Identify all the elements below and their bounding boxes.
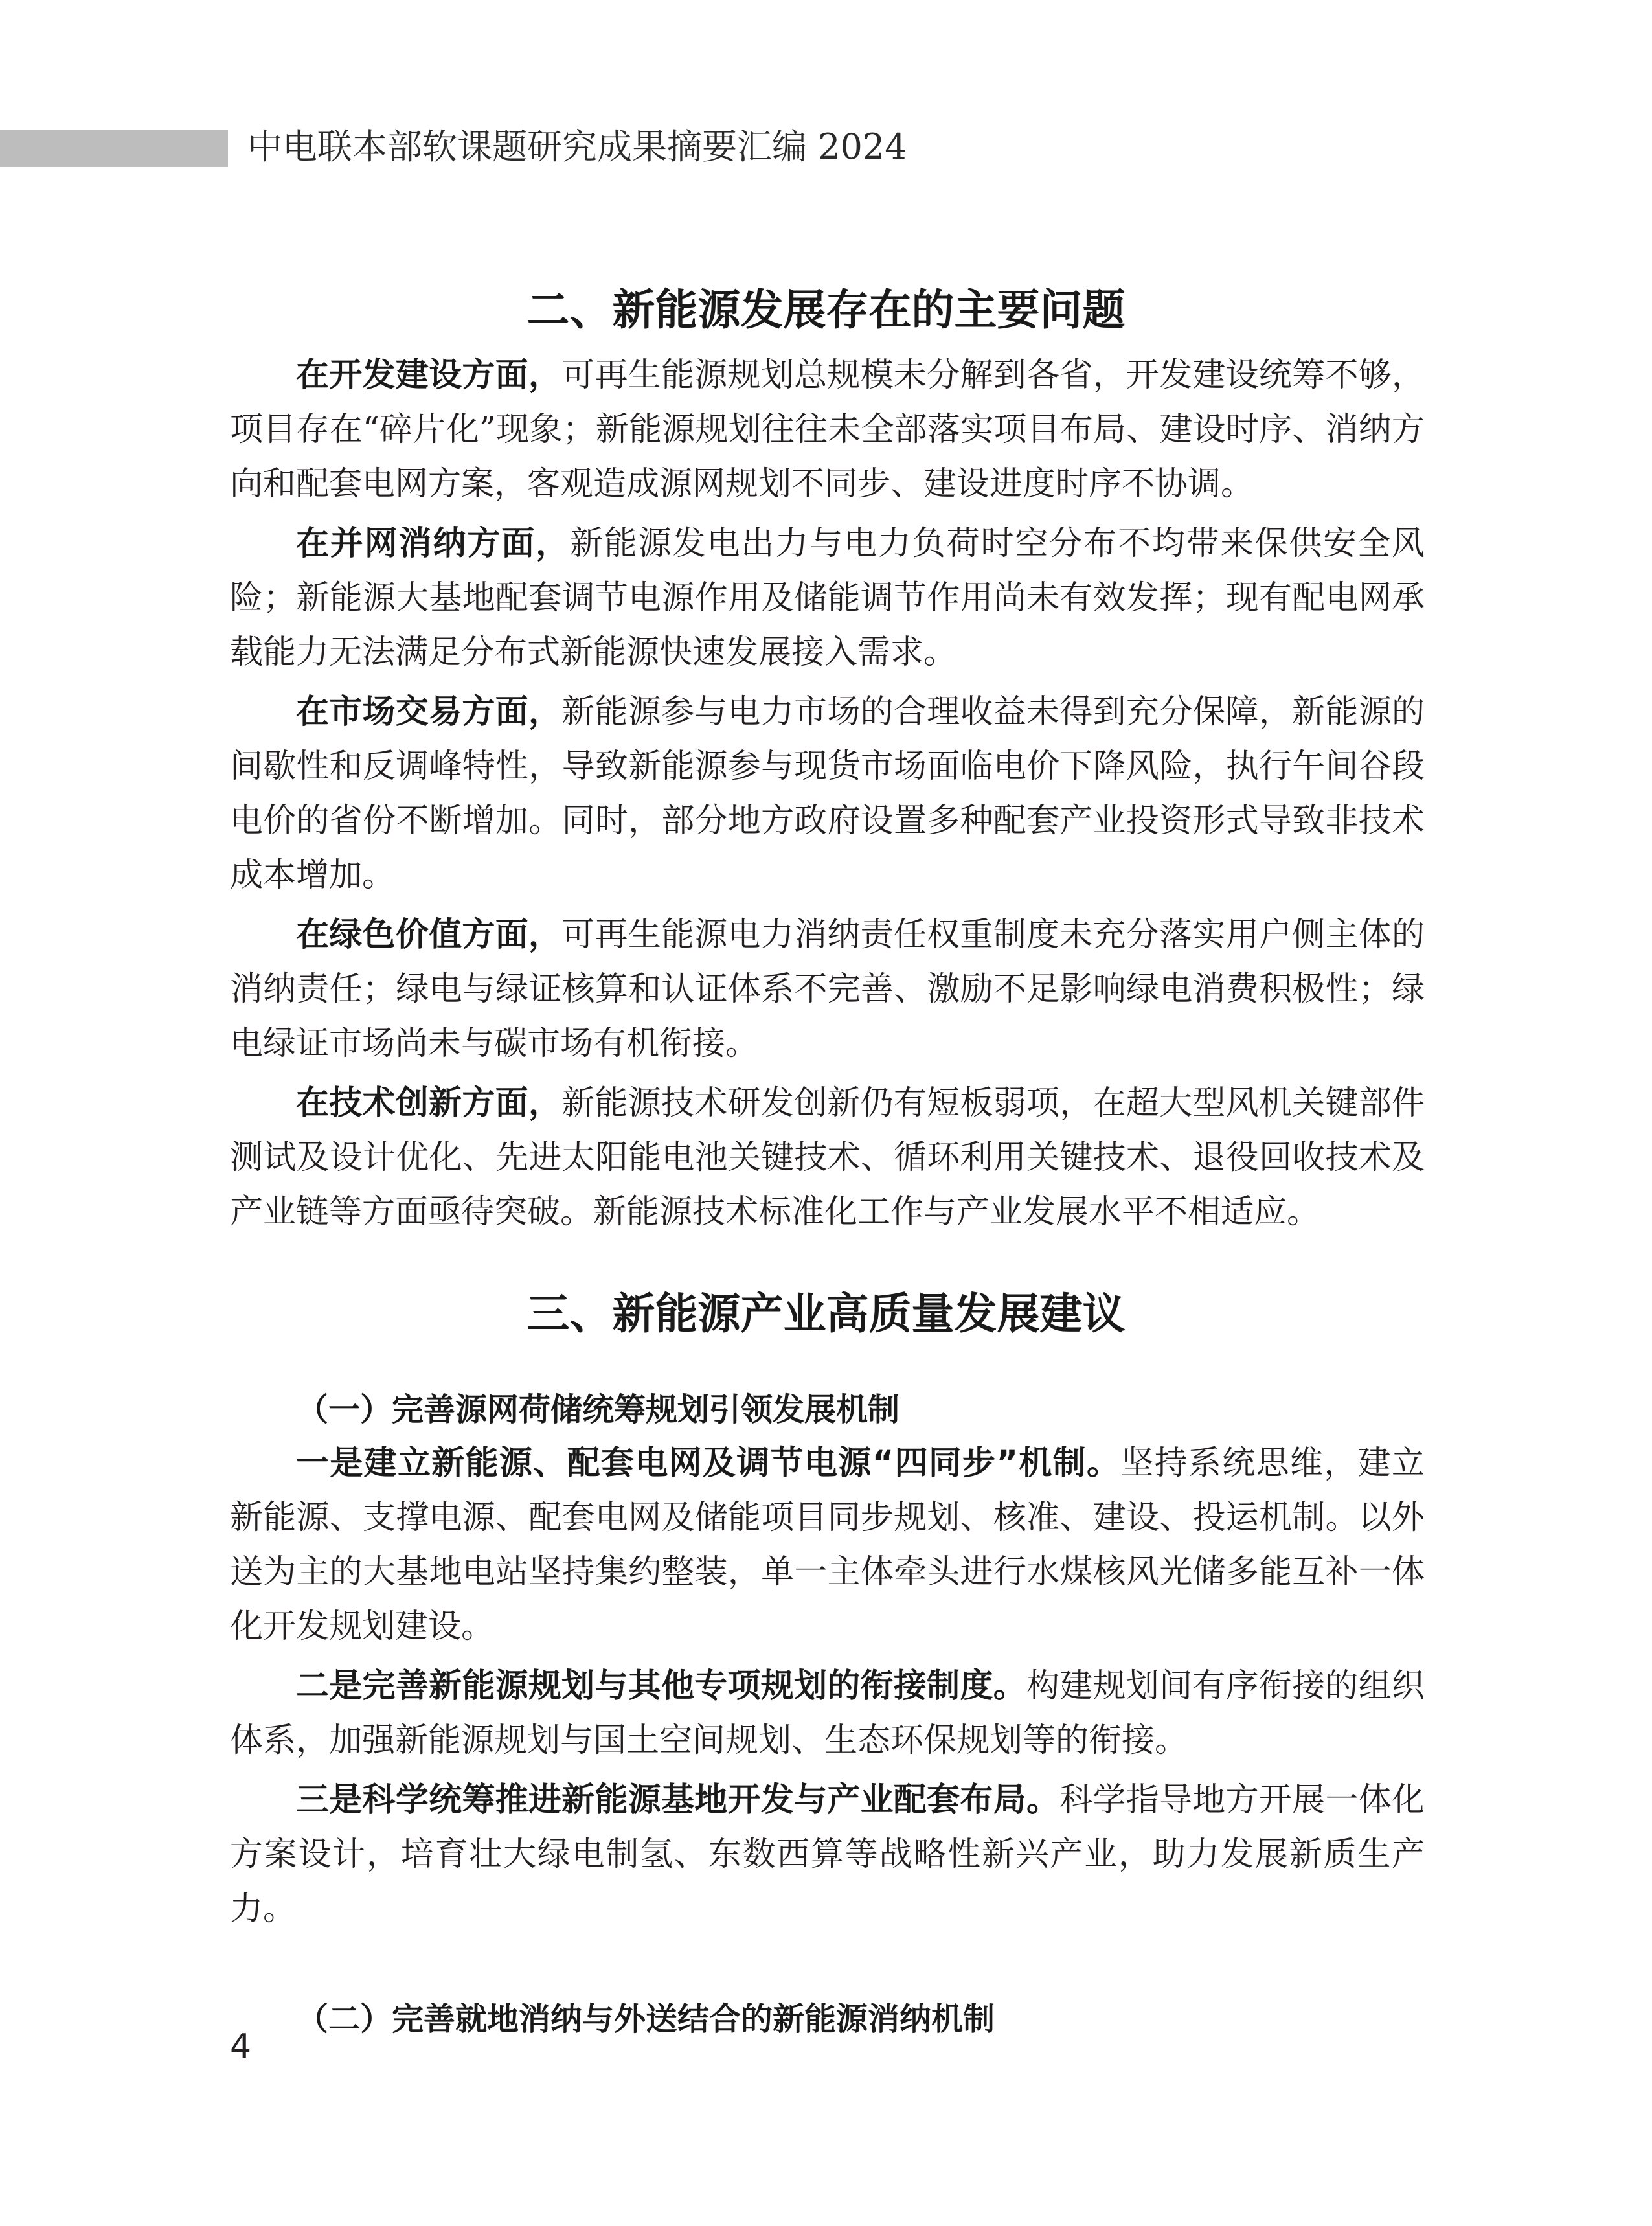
problems-body [230,348,1425,1245]
paragraph-grid-integration [230,517,1425,680]
paragraph-lead: 三是科学统筹推进新能源基地开发与产业配套布局。 [296,1781,1060,1819]
paragraph-lead: 在市场交易方面， [296,693,562,731]
paragraph-lead: 在绿色价值方面， [296,916,562,954]
paragraph-plan-linkage [230,1659,1425,1768]
paragraph-text: 新能源技术研发创新仍有短板弱项，在超大型风机关键部件测试及设计优化、先进太阳能电池关键技术、循环利用关键技术、退役回收技术及产业链等方面亟待突破。新能源技术标准化工作与产业发展水平不相适应。 [230,1084,1425,1231]
paragraph-text: 新能源参与电力市场的合理收益未得到充分保障，新能源的间歇性和反调峰特性，导致新能源参与现货市场面临电价下降风险，执行午间谷段电价的省份不断增加。同时，部分地方政府设置多种配套产业投资形式导致非技术成本增加。 [230,693,1425,894]
paragraph-tech-innovation [230,1076,1425,1240]
paragraph-development [230,348,1425,512]
paragraph-text: 科学指导地方开展一体化方案设计，培育壮大绿电制氢、东数西算等战略性新兴产业，助力发展新质生产力。 [230,1781,1425,1928]
page-number: 4 [230,2027,252,2066]
paragraph-base-industry [230,1773,1425,1936]
running-header-title: 中电联本部软课题研究成果摘要汇编 2024 [247,126,907,167]
section-heading-suggestions: 三、新能源产业高质量发展建议 [526,1288,1126,1339]
subsection-heading-1: （一）完善源网荷储统筹规划引领发展机制 [297,1391,900,1428]
header-decoration-bar [0,130,228,167]
paragraph-four-sync [230,1437,1425,1654]
paragraph-lead: 在开发建设方面， [296,356,562,394]
paragraph-lead: 二是完善新能源规划与其他专项规划的衔接制度。 [296,1667,1026,1705]
subsection-1-body [230,1437,1425,1942]
paragraph-text: 构建规划间有序衔接的组织体系，加强新能源规划与国土空间规划、生态环保规划等的衔接。 [230,1667,1425,1760]
paragraph-text: 可再生能源电力消纳责任权重制度未充分落实用户侧主体的消纳责任；绿电与绿证核算和认证体系不完善、激励不足影响绿电消费积极性；绿电绿证市场尚未与碳市场有机衔接。 [230,916,1425,1063]
paragraph-text: 新能源发电出力与电力负荷时空分布不均带来保供安全风险；新能源大基地配套调节电源作用及储能调节作用尚未有效发挥；现有配电网承载能力无法满足分布式新能源快速发展接入需求。 [230,525,1425,672]
paragraph-green-value [230,908,1425,1071]
paragraph-lead: 在技术创新方面， [296,1084,562,1122]
section-heading-problems: 二、新能源发展存在的主要问题 [526,284,1126,335]
paragraph-text: 可再生能源规划总规模未分解到各省，开发建设统筹不够，项目存在“碎片化”现象；新能源规划往往未全部落实项目布局、建设时序、消纳方向和配套电网方案，客观造成源网规划不同步、建设进度时序不协调。 [230,356,1425,503]
subsection-heading-2: （二）完善就地消纳与外送结合的新能源消纳机制 [297,2001,995,2038]
paragraph-market-trading [230,685,1425,903]
paragraph-lead: 一是建立新能源、配套电网及调节电源“四同步”机制。 [296,1444,1121,1482]
paragraph-lead: 在并网消纳方面， [296,525,570,563]
paragraph-text: 坚持系统思维，建立新能源、支撑电源、配套电网及储能项目同步规划、核准、建设、投运机制。以外送为主的大基地电站坚持集约整装，单一主体牵头进行水煤核风光储多能互补一体化开发规划建设。 [230,1444,1425,1646]
